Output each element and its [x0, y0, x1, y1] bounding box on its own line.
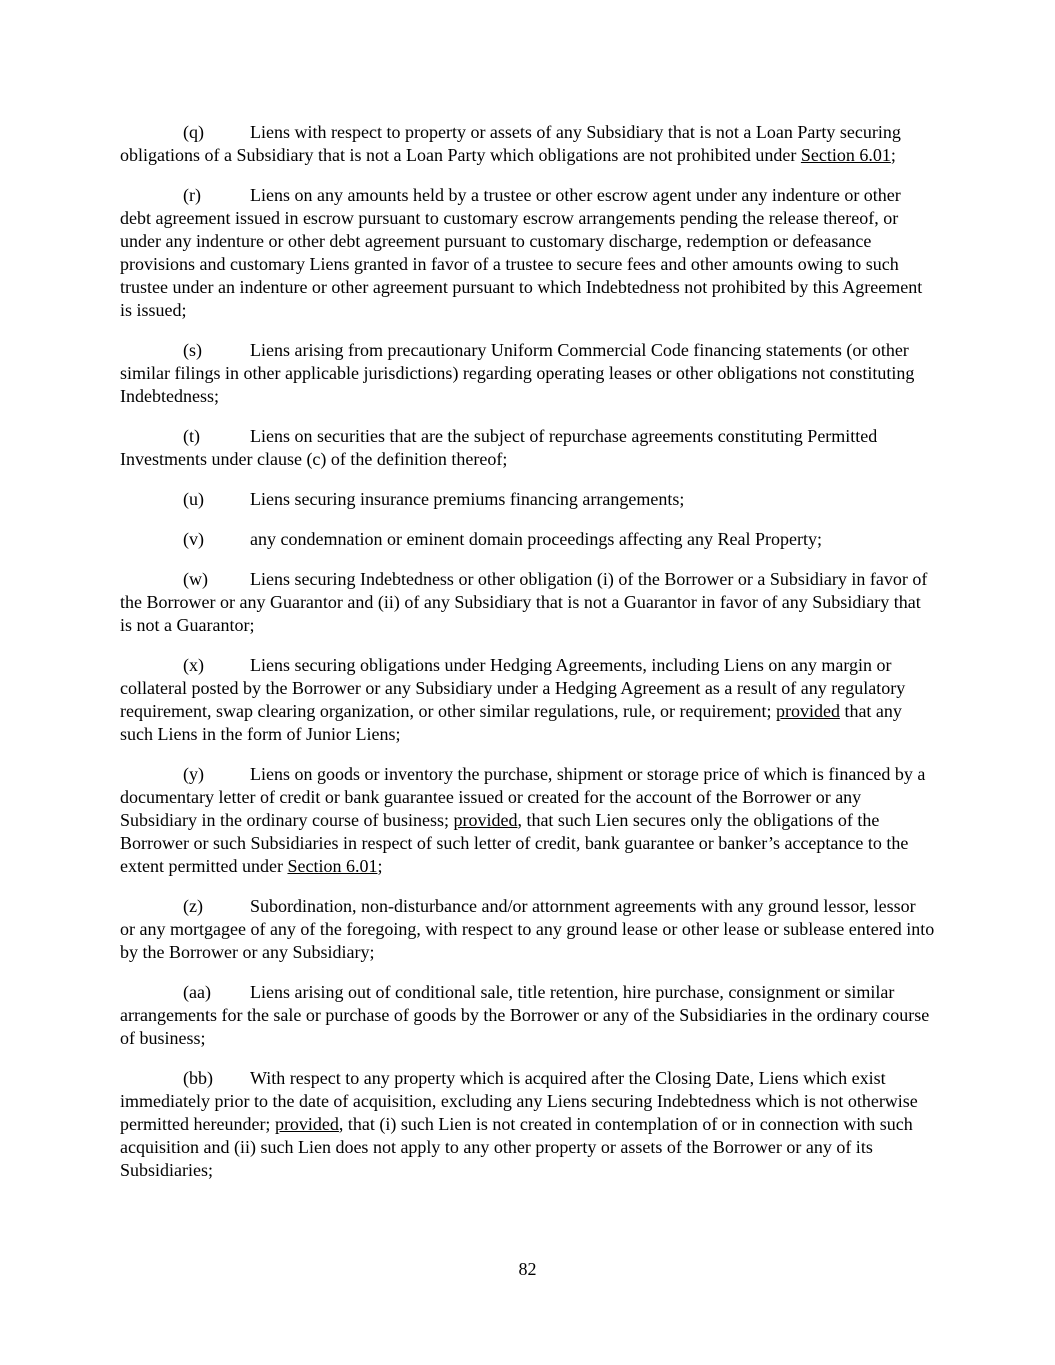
paragraph-label: (u) — [183, 489, 204, 509]
document-body — [120, 121, 935, 1182]
text-segment: any condemnation or eminent domain proceedings affecting any Real Property; — [250, 529, 822, 549]
text-segment: Liens arising from precautionary Uniform Commercial Code financing statements (or other similar filings in other applicable jurisdictions) regarding operating leases or other obligations not constituting Indebtedness; — [120, 340, 915, 406]
paragraph-r — [120, 184, 935, 322]
paragraph-bb — [120, 1067, 935, 1182]
paragraph-label: (r) — [183, 185, 201, 205]
underlined-text: provided — [775, 701, 840, 721]
paragraph-v — [120, 528, 935, 551]
text-segment: Subordination, non-disturbance and/or attornment agreements with any ground lessor, lessor or any mortgagee of any of the foregoing, with respect to any ground lease or other lease or sublease entered into by the Borrower or any Subsidiary; — [120, 896, 935, 962]
paragraph-label: (s) — [183, 340, 202, 360]
paragraph-label: (v) — [183, 529, 204, 549]
text-segment: , that such Lien secures only the obligations of the Borrower or such Subsidiaries in respect of such letter of credit, bank guarantee or banker’s acceptance to the extent permitted under — [120, 810, 909, 876]
text-segment: ; — [377, 856, 383, 876]
text-segment: Liens on securities that are the subject of repurchase agreements constituting Permitted Investments under clause (c) of the definition thereof; — [120, 426, 878, 469]
paragraph-label: (bb) — [183, 1068, 213, 1088]
paragraph-label: (w) — [183, 569, 208, 589]
text-segment: Liens arising out of conditional sale, title retention, hire purchase, consignment or similar arrangements for the sale or purchase of goods by the Borrower or any of the Subsidiaries in the ordinary course of business; — [120, 982, 930, 1048]
paragraph-q — [120, 121, 935, 167]
paragraph-label: (y) — [183, 764, 204, 784]
text-segment: , that (i) such Lien is not created in contemplation of or in connection with such acquisition and (ii) such Lien does not apply to any other property or assets of the Borrower or any of its Subsidiaries; — [120, 1114, 913, 1180]
underlined-text: Section 6.01 — [287, 856, 378, 876]
paragraph-label: (x) — [183, 655, 204, 675]
underlined-text: Section 6.01 — [800, 145, 891, 165]
paragraph-s — [120, 339, 935, 408]
text-segment: Liens on goods or inventory the purchase, shipment or storage price of which is financed by a documentary letter of credit or bank guarantee issued or created for the account of the Borrower or any Subsidiary in the ordinary course of business; — [120, 764, 926, 830]
text-segment: Liens on any amounts held by a trustee or other escrow agent under any indenture or other debt agreement issued in escrow pursuant to customary escrow arrangements pending the release thereof, or under any indenture or other debt agreement pursuant to customary discharge, redemption or defeasance provisions and customary Liens granted in favor of a trustee to secure fees and other amounts owing to such trustee under an indenture or other agreement pursuant to which Indebtedness not prohibited by this Agreement is issued; — [120, 185, 923, 320]
text-segment: ; — [890, 145, 896, 165]
text-segment: Liens securing Indebtedness or other obligation (i) of the Borrower or a Subsidiary in favor of the Borrower or any Guarantor and (ii) of any Subsidiary that is not a Guarantor in favor of any Subsidiary that is not a Guarantor; — [120, 569, 928, 635]
text-segment: that any such Liens in the form of Junior Liens; — [120, 701, 902, 744]
text-segment: Liens securing insurance premiums financing arrangements; — [250, 489, 685, 509]
paragraph-z — [120, 895, 935, 964]
paragraph-y — [120, 763, 935, 878]
paragraph-label: (aa) — [183, 982, 211, 1002]
paragraph-w — [120, 568, 935, 637]
paragraph-aa — [120, 981, 935, 1050]
paragraph-label: (z) — [183, 896, 203, 916]
paragraph-t — [120, 425, 935, 471]
page-number: 82 — [518, 1259, 537, 1279]
text-segment: With respect to any property which is acquired after the Closing Date, Liens which exist immediately prior to the date of acquisition, excluding any Liens securing Indebtedness which is not otherwise permitted hereunder; — [120, 1068, 918, 1134]
text-segment: Liens securing obligations under Hedging Agreements, including Liens on any margin or collateral posted by the Borrower or any Subsidiary under a Hedging Agreement as a result of any regulatory requirement, swap clearing organization, or other similar regulations, rule, or requirement; — [120, 655, 906, 721]
underlined-text: provided — [274, 1114, 339, 1134]
paragraph-x — [120, 654, 935, 746]
paragraph-label: (q) — [183, 122, 204, 142]
paragraph-u — [120, 488, 935, 511]
paragraph-label: (t) — [183, 426, 200, 446]
underlined-text: provided — [453, 810, 518, 830]
text-segment: Liens with respect to property or assets of any Subsidiary that is not a Loan Party securing obligations of a Subsidiary that is not a Loan Party which obligations are not prohibited under — [120, 122, 901, 165]
